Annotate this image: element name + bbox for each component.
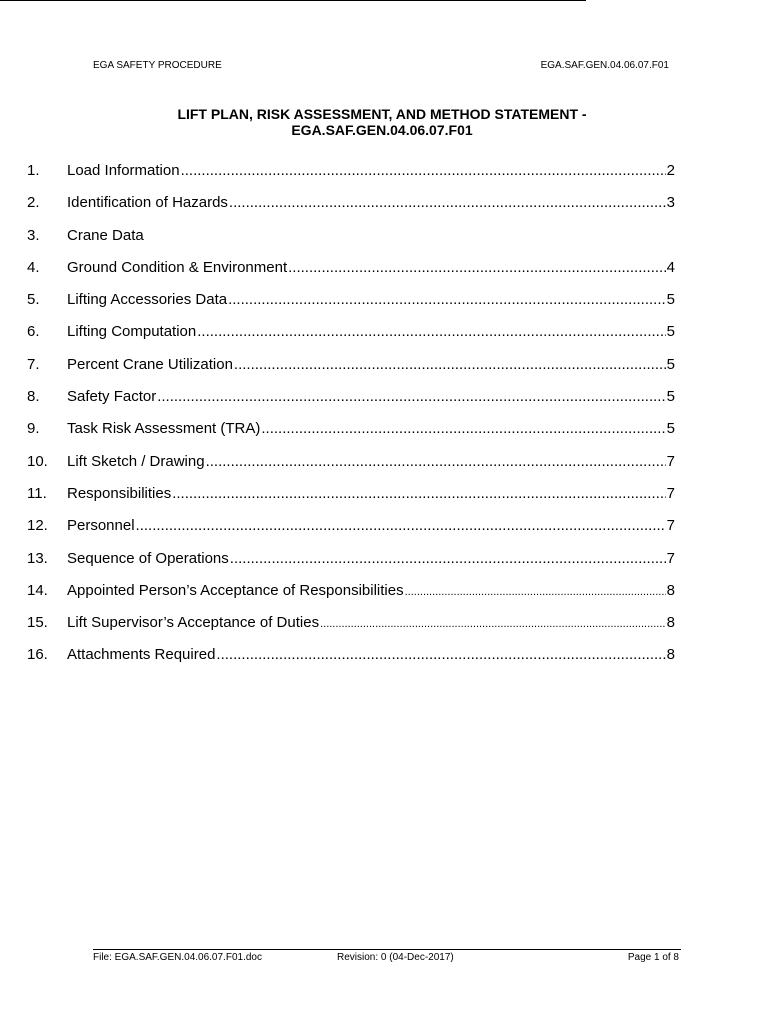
toc-item-title: Attachments Required (67, 646, 216, 664)
toc-dot-leader (157, 388, 665, 406)
header-document-code: EGA.SAF.GEN.04.06.07.F01 (540, 60, 669, 71)
toc-item-page: 3 (666, 194, 675, 212)
toc-item-title: Lift Supervisor’s Acceptance of Duties (67, 614, 320, 632)
toc-item-load-information[interactable] (27, 162, 675, 194)
toc-item-title: Sequence of Operations (67, 549, 229, 567)
toc-item-sequence-of-operations[interactable] (27, 550, 675, 582)
toc-dot-leader (136, 517, 666, 535)
toc-item-page: 5 (666, 323, 675, 341)
toc-item-title: Appointed Person’s Acceptance of Responsibilities (67, 581, 404, 599)
toc-item-percent-crane-utilization[interactable] (27, 356, 675, 388)
toc-item-number: 10. (27, 452, 48, 470)
toc-dot-leader (216, 646, 665, 664)
toc-item-page: 7 (666, 452, 675, 470)
footer-page-number: Page 1 of 8 (627, 952, 679, 963)
toc-item-number: 3. (27, 226, 40, 244)
toc-item-page: 2 (666, 162, 675, 179)
toc-item-number: 8. (27, 388, 40, 406)
toc-item-page: 5 (666, 420, 675, 438)
toc-item-title: Personnel (67, 517, 135, 535)
toc-dot-leader (172, 485, 665, 503)
toc-dot-leader (405, 583, 666, 601)
toc-item-title: Task Risk Assessment (TRA) (67, 420, 261, 438)
toc-item-number: 7. (27, 355, 40, 373)
toc-item-title: Safety Factor (67, 388, 157, 406)
toc-item-ground-condition[interactable] (27, 259, 675, 291)
toc-item-personnel[interactable] (27, 517, 675, 549)
toc-item-page: 8 (666, 614, 675, 632)
toc-item-lifting-computation[interactable] (27, 323, 675, 355)
toc-dot-leader (197, 323, 665, 341)
toc-item-task-risk-assessment[interactable] (27, 420, 675, 452)
toc-item-page: 8 (666, 581, 675, 599)
toc-item-safety-factor[interactable] (27, 388, 675, 420)
top-rule (0, 0, 586, 1)
toc-item-title: Crane Data (67, 226, 144, 244)
toc-dot-leader (261, 420, 665, 438)
toc-item-title: Responsibilities (67, 484, 172, 502)
toc-item-identification-of-hazards[interactable] (27, 194, 675, 226)
toc-item-number: 16. (27, 646, 48, 664)
toc-item-title: Load Information (67, 162, 180, 179)
toc-item-page: 7 (666, 484, 675, 502)
toc-dot-leader (181, 162, 666, 180)
document-title-line-2: EGA.SAF.GEN.04.06.07.F01 (291, 122, 473, 138)
header-left-text: EGA SAFETY PROCEDURE (93, 60, 222, 71)
toc-item-page: 7 (666, 517, 675, 535)
toc-item-number: 5. (27, 291, 40, 309)
toc-item-lift-sketch[interactable] (27, 453, 675, 485)
toc-dot-leader (320, 615, 666, 633)
toc-item-page: 5 (666, 355, 675, 373)
toc-item-page: 7 (666, 549, 675, 567)
toc-item-page: 5 (666, 291, 675, 309)
toc-item-appointed-person-acceptance[interactable] (27, 582, 675, 614)
toc-item-number: 4. (27, 258, 40, 276)
footer-file-name: File: EGA.SAF.GEN.04.06.07.F01.doc (93, 952, 262, 963)
toc-dot-leader (230, 550, 666, 568)
toc-item-lift-supervisor-acceptance[interactable] (27, 614, 675, 646)
toc-item-number: 13. (27, 549, 48, 567)
toc-item-page: 4 (666, 258, 675, 276)
table-of-contents (27, 162, 675, 679)
toc-item-crane-data[interactable] (27, 227, 675, 259)
toc-item-title: Lifting Accessories Data (67, 291, 228, 309)
toc-item-number: 11. (27, 484, 47, 502)
toc-item-number: 2. (27, 194, 40, 212)
toc-item-title: Lifting Computation (67, 323, 197, 341)
toc-dot-leader (228, 291, 666, 309)
toc-item-number: 6. (27, 323, 40, 341)
toc-item-title: Identification of Hazards (67, 194, 228, 212)
footer-rule (93, 949, 681, 950)
toc-item-page: 5 (666, 388, 675, 406)
toc-item-number: 1. (27, 162, 40, 179)
toc-item-number: 15. (27, 614, 48, 632)
toc-dot-leader (288, 259, 666, 277)
toc-dot-leader (229, 194, 666, 212)
toc-dot-leader (234, 356, 666, 374)
toc-item-attachments-required[interactable] (27, 646, 675, 678)
toc-item-lifting-accessories-data[interactable] (27, 291, 675, 323)
footer-revision: Revision: 0 (04-Dec-2017) (337, 952, 454, 963)
toc-item-title: Lift Sketch / Drawing (67, 452, 205, 470)
document-title (93, 106, 671, 138)
toc-item-title: Percent Crane Utilization (67, 355, 233, 373)
toc-item-number: 9. (27, 420, 40, 438)
document-title-line-1: LIFT PLAN, RISK ASSESSMENT, AND METHOD STATEMENT - (177, 106, 587, 122)
toc-item-title: Ground Condition & Environment (67, 258, 288, 276)
toc-item-number: 14. (27, 581, 48, 599)
toc-item-responsibilities[interactable] (27, 485, 675, 517)
toc-dot-leader (206, 453, 666, 471)
toc-item-page: 8 (666, 646, 675, 664)
toc-item-number: 12. (27, 517, 48, 535)
